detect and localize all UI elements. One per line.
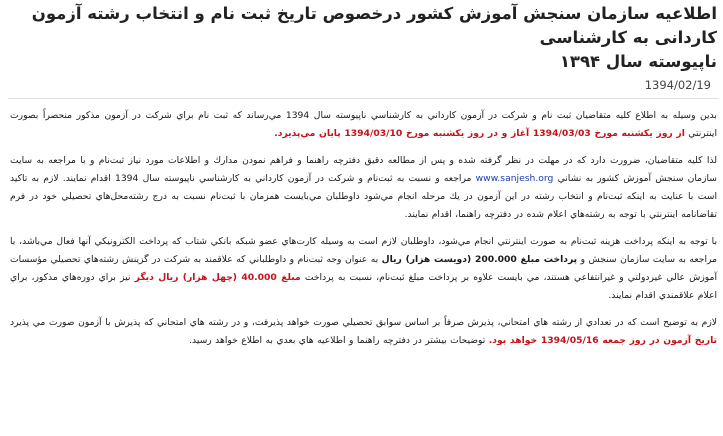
- p1-text: بدين وسيله به اطلاع كليه متقاضيان ثبت نام و شركت در آزمون كارداني به كارشناسي ناپيوسته سال 1394 مي‌رساند كه ثبت نام براي شركت در آزمون مذكور منحصراً بصورت اينترنتي: [10, 110, 717, 139]
- sanjesh-website-link[interactable]: www.sanjesh.org: [475, 173, 554, 184]
- p3-text-c: نيز براي دوره‌هاي مذكور، براي اعلام علاقمندي اقدام نمايند.: [10, 272, 717, 301]
- exam-date-highlight: تاريخ آزمون در روز جمعه 1394/05/16 خواهد بود.: [488, 335, 717, 346]
- article-title: [8, 2, 719, 74]
- divider: [8, 98, 719, 99]
- p4-text-a: لازم به توضيح است كه در تعدادي از رشته هاي امتحاني، پذيرش صرفاً بر اساس سوابق تحصيلي صورت خواهد پذيرفت، و در رشته هاي امتحاني كه پذيرش با آزمون صورت مي پذيرد: [10, 317, 717, 328]
- registration-dates-highlight: از روز يكشنبه مورخ 1394/03/03 آغاز و در روز يكشنبه مورخ 1394/03/10 پايان مي‌پذيرد.: [274, 128, 685, 139]
- paragraph-fees: [8, 233, 719, 305]
- paragraph-exam-date: [8, 314, 719, 350]
- paragraph-instructions: [8, 152, 719, 224]
- p2-text-a: لذا كليه متقاضيان، ضرورت دارد كه در مهلت در نظر گرفته شده و پس از مطالعه دقيق دفترچه راهنما و فراهم نمودن مدارك و اطلاعات مورد نياز ثبت‌نام و با مراجعه به سايت سازمان سنجش آموزش كشور به نشاني: [10, 155, 717, 184]
- publish-date: 1394/02/19: [644, 78, 711, 92]
- title-line-1: اطلاعیه سازمان سنجش آموزش کشور درخصوص تاریخ ثبت نام و انتخاب رشته آزمون کاردانی به کارشناسی: [31, 4, 717, 47]
- extra-fee: مبلغ 40.000 (چهل هزار) ريال ديگر: [134, 272, 301, 283]
- p2-text-b: مراجعه و نسبت به ثبت‌نام و شركت در آزمون كارداني به كارشناسي ناپيوسته سال 1394 اقدام نمايند. لازم به تاكيد است با عنايت به اينكه ثبت‌نام و انتخاب رشته در اين آزمون در يك مرحله انجام مي‌شود داوطلبان مي‌بايست همزمان با ثبت‌نام نسبت به درج رشته‌محل‌هاي تحصيلي خود در فرم تقاضانامه اينترنتي با توجه به رشته‌هاي اعلام شده در دفترچه راهنما، اقدام نمايند.: [10, 173, 717, 220]
- registration-fee: پرداخت مبلغ 200.000 (دويست هزار) ريال: [381, 254, 578, 265]
- title-line-2: ناپیوسته سال ۱۳۹۴: [559, 52, 717, 71]
- paragraph-registration-dates: [8, 107, 719, 143]
- p3-text-a: با توجه به اينكه پرداخت هزينه ثبت‌نام به صورت اينترنتي انجام مي‌شود، داوطلبان لازم است به وسيله كارت‌هاي عضو شبكه بانكي شتاب كه پرداخت الكترونيكي آنها فعال مي‌باشد، با مراجعه به سايت سازمان سنجش و: [10, 236, 718, 265]
- p4-text-b: توضيحات بيشتر در دفترچه راهنما و اطلاعيه هاي بعدي به اطلاع خواهد رسيد.: [189, 335, 486, 346]
- p3-text-b: به عنوان وجه ثبت‌نام و داوطلباني كه علاقمند به شركت در گزينش رشته‌هاي تحصيلي مؤسسات آموزش عالي غيردولتي و غيرانتفاعي هستند، مي بايست علاوه بر پرداخت مبلغ ثبت‌نام، نسبت به پرداخت: [10, 254, 717, 283]
- news-article: [0, 2, 723, 436]
